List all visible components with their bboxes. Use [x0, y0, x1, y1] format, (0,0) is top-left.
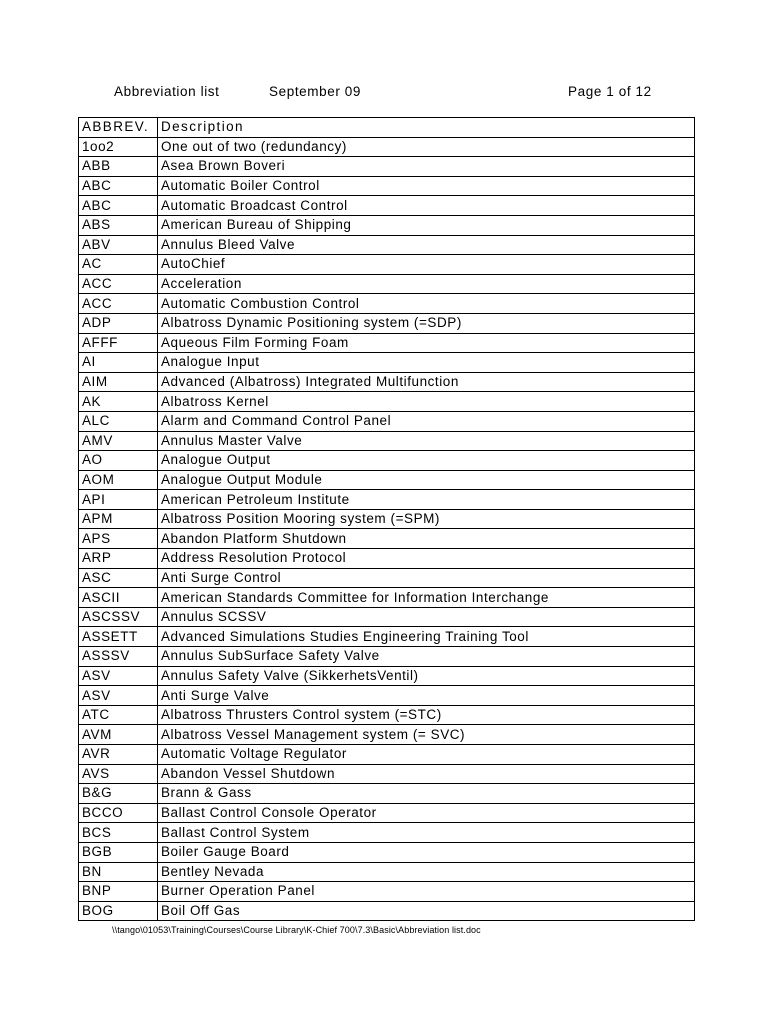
description-cell: One out of two (redundancy): [158, 137, 695, 157]
table-row: [79, 686, 695, 706]
description-cell: Analogue Output Module: [158, 470, 695, 490]
description-cell: Albatross Vessel Management system (= SVC): [158, 725, 695, 745]
description-cell: Automatic Boiler Control: [158, 176, 695, 196]
abbreviation-cell: AIM: [79, 372, 158, 392]
abbreviation-cell: BCS: [79, 823, 158, 843]
table-row: [79, 235, 695, 255]
table-row: [79, 274, 695, 294]
description-cell: Alarm and Command Control Panel: [158, 411, 695, 431]
table-row: [79, 823, 695, 843]
description-cell: Annulus Bleed Valve: [158, 235, 695, 255]
table-row: [79, 313, 695, 333]
description-cell: Annulus SCSSV: [158, 607, 695, 627]
table-row: [79, 705, 695, 725]
description-cell: Albatross Position Mooring system (=SPM): [158, 509, 695, 529]
abbreviation-cell: AMV: [79, 431, 158, 451]
description-cell: Address Resolution Protocol: [158, 549, 695, 569]
abbreviation-cell: ASV: [79, 686, 158, 706]
description-cell: Burner Operation Panel: [158, 882, 695, 902]
abbreviation-table: [78, 117, 695, 921]
abbreviation-cell: ASC: [79, 568, 158, 588]
table-row: [79, 549, 695, 569]
abbreviation-cell: ASCSSV: [79, 607, 158, 627]
table-row: [79, 842, 695, 862]
table-header-row: [79, 118, 695, 138]
abbreviation-cell: APS: [79, 529, 158, 549]
description-cell: Albatross Kernel: [158, 392, 695, 412]
table-row: [79, 529, 695, 549]
column-header-abbrev: ABBREV.: [79, 118, 158, 138]
description-cell: Albatross Thrusters Control system (=STC): [158, 705, 695, 725]
table-row: [79, 157, 695, 177]
table-row: [79, 137, 695, 157]
description-cell: Automatic Combustion Control: [158, 294, 695, 314]
table-row: [79, 431, 695, 451]
description-cell: Automatic Broadcast Control: [158, 196, 695, 216]
table-row: [79, 470, 695, 490]
table-row: [79, 901, 695, 921]
page-number: Page 1 of 12: [568, 84, 652, 99]
table-row: [79, 411, 695, 431]
abbreviation-cell: APM: [79, 509, 158, 529]
abbreviation-cell: ATC: [79, 705, 158, 725]
table-row: [79, 588, 695, 608]
table-row: [79, 353, 695, 373]
description-cell: Advanced Simulations Studies Engineering Training Tool: [158, 627, 695, 647]
column-header-description: Description: [158, 118, 695, 138]
abbreviation-cell: AI: [79, 353, 158, 373]
abbreviation-cell: AFFF: [79, 333, 158, 353]
abbreviation-cell: BOG: [79, 901, 158, 921]
table-row: [79, 882, 695, 902]
table-row: [79, 255, 695, 275]
document-date: September 09: [269, 84, 362, 99]
abbreviation-cell: BNP: [79, 882, 158, 902]
description-cell: Annulus Safety Valve (SikkerhetsVentil): [158, 666, 695, 686]
table-row: [79, 509, 695, 529]
table-row: [79, 372, 695, 392]
abbreviation-cell: AVM: [79, 725, 158, 745]
description-cell: Advanced (Albatross) Integrated Multifunction: [158, 372, 695, 392]
abbreviation-cell: ABB: [79, 157, 158, 177]
description-cell: Annulus SubSurface Safety Valve: [158, 647, 695, 667]
table-row: [79, 666, 695, 686]
abbreviation-cell: AK: [79, 392, 158, 412]
abbreviation-cell: AO: [79, 451, 158, 471]
abbreviation-cell: ALC: [79, 411, 158, 431]
description-cell: Brann & Gass: [158, 784, 695, 804]
abbreviation-cell: API: [79, 490, 158, 510]
abbreviation-cell: AC: [79, 255, 158, 275]
table-row: [79, 862, 695, 882]
description-cell: Ballast Control Console Operator: [158, 803, 695, 823]
description-cell: Analogue Input: [158, 353, 695, 373]
description-cell: Aqueous Film Forming Foam: [158, 333, 695, 353]
abbreviation-cell: AVR: [79, 745, 158, 765]
abbreviation-cell: B&G: [79, 784, 158, 804]
abbreviation-cell: AOM: [79, 470, 158, 490]
table-row: [79, 196, 695, 216]
table-row: [79, 725, 695, 745]
description-cell: Automatic Voltage Regulator: [158, 745, 695, 765]
description-cell: Anti Surge Valve: [158, 686, 695, 706]
description-cell: Abandon Platform Shutdown: [158, 529, 695, 549]
description-cell: Abandon Vessel Shutdown: [158, 764, 695, 784]
abbreviation-cell: ABV: [79, 235, 158, 255]
abbreviation-cell: ACC: [79, 274, 158, 294]
table-row: [79, 176, 695, 196]
table-row: [79, 451, 695, 471]
description-cell: Annulus Master Valve: [158, 431, 695, 451]
description-cell: Anti Surge Control: [158, 568, 695, 588]
abbreviation-cell: BCCO: [79, 803, 158, 823]
table-row: [79, 215, 695, 235]
table-row: [79, 607, 695, 627]
table-row: [79, 294, 695, 314]
abbreviation-cell: ADP: [79, 313, 158, 333]
abbreviation-cell: 1oo2: [79, 137, 158, 157]
abbreviation-cell: ASSETT: [79, 627, 158, 647]
abbreviation-cell: BGB: [79, 842, 158, 862]
abbreviation-cell: ASV: [79, 666, 158, 686]
description-cell: Boil Off Gas: [158, 901, 695, 921]
table-row: [79, 764, 695, 784]
abbreviation-cell: ABC: [79, 196, 158, 216]
description-cell: American Petroleum Institute: [158, 490, 695, 510]
abbreviation-cell: ABC: [79, 176, 158, 196]
description-cell: AutoChief: [158, 255, 695, 275]
description-cell: Analogue Output: [158, 451, 695, 471]
abbreviation-cell: ASSSV: [79, 647, 158, 667]
table-body: [79, 137, 695, 921]
abbreviation-cell: ACC: [79, 294, 158, 314]
table-row: [79, 803, 695, 823]
abbreviation-cell: ABS: [79, 215, 158, 235]
description-cell: Ballast Control System: [158, 823, 695, 843]
description-cell: American Bureau of Shipping: [158, 215, 695, 235]
abbreviation-cell: ASCII: [79, 588, 158, 608]
file-path-footer: \\tango\01053\Training\Courses\Course Library\K-Chief 700\7.3\Basic\Abbreviation list.doc: [112, 925, 481, 935]
table-row: [79, 392, 695, 412]
description-cell: Bentley Nevada: [158, 862, 695, 882]
table-row: [79, 568, 695, 588]
table-row: [79, 490, 695, 510]
table-row: [79, 627, 695, 647]
table-row: [79, 784, 695, 804]
description-cell: Albatross Dynamic Positioning system (=SDP): [158, 313, 695, 333]
table-row: [79, 647, 695, 667]
table-row: [79, 333, 695, 353]
description-cell: Boiler Gauge Board: [158, 842, 695, 862]
description-cell: American Standards Committee for Information Interchange: [158, 588, 695, 608]
document-title: Abbreviation list: [114, 84, 220, 99]
page-header: [0, 84, 768, 104]
abbreviation-cell: BN: [79, 862, 158, 882]
abbreviation-cell: AVS: [79, 764, 158, 784]
description-cell: Acceleration: [158, 274, 695, 294]
abbreviation-cell: ARP: [79, 549, 158, 569]
description-cell: Asea Brown Boveri: [158, 157, 695, 177]
table-row: [79, 745, 695, 765]
